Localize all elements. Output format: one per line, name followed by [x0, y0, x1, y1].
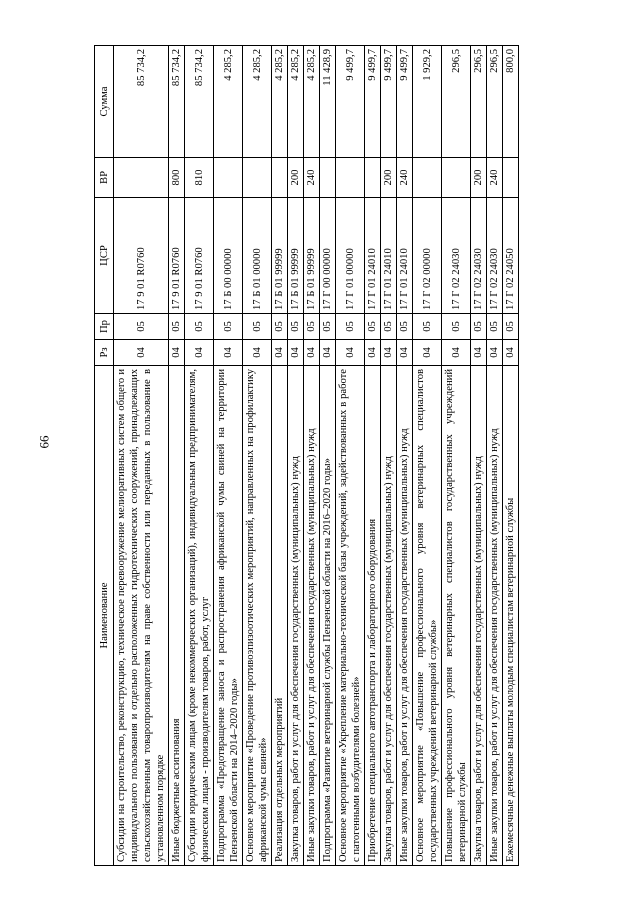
header-sum: Сумма	[95, 46, 114, 158]
cell-sum: 800,0	[503, 46, 519, 158]
cell-csr: 17 Б 00 00000	[214, 198, 243, 314]
cell-csr: 17 Г 01 24010	[397, 198, 413, 314]
cell-csr: 17 9 01 R0760	[169, 198, 185, 314]
cell-csr: 17 Г 01 00000	[336, 198, 365, 314]
cell-pr: 05	[272, 314, 288, 340]
cell-sum: 1 929,2	[413, 46, 442, 158]
cell-vr: 810	[185, 158, 214, 198]
table-row	[288, 46, 304, 866]
cell-pr: 05	[413, 314, 442, 340]
table-row	[365, 46, 381, 866]
cell-sum: 4 285,2	[214, 46, 243, 158]
table-row	[185, 46, 214, 866]
table-row	[214, 46, 243, 866]
cell-sum: 4 285,2	[304, 46, 320, 158]
cell-name: Подпрограмма «Предотвращение заноса и распространения африканской чумы свиней на территории Пензенской области на 2014–2020 годы»	[214, 366, 243, 866]
cell-rz: 04	[442, 340, 471, 366]
page-number: 66	[36, 435, 52, 449]
cell-rz: 04	[397, 340, 413, 366]
cell-name: Закупка товаров, работ и услуг для обеспечения государственных (муниципальных) нужд	[381, 366, 397, 866]
header-vr: ВР	[95, 158, 114, 198]
cell-name: Субсидии на строительство, реконструкцию, техническое перевооружение мелиоративных систем общего и индивидуального пользования и отдельно расположенных гидротехнических сооружений, принадлежащих сельскохозяйственным товаропроизводителям на праве собственности или переданных в пользование в установленном порядке	[114, 366, 169, 866]
cell-name: Субсидии юридическим лицам (кроме некоммерческих организаций), индивидуальным предпринимателям, физическим лицам - производителям товаров, работ, услуг	[185, 366, 214, 866]
cell-rz: 04	[381, 340, 397, 366]
cell-pr: 05	[214, 314, 243, 340]
cell-rz: 04	[304, 340, 320, 366]
cell-name: Подпрограмма «Развитие ветеринарной службы Пензенской области на 2016–2020 годы»	[320, 366, 336, 866]
cell-name: Основное мероприятие «Проведение противоэпизоотических мероприятий, направленных на профилактику африканской чумы свиней»	[243, 366, 272, 866]
cell-rz: 04	[471, 340, 487, 366]
cell-name: Основное мероприятие «Повышение профессионального уровня ветеринарных специалистов государственных учреждений ветеринарной службы»	[413, 366, 442, 866]
cell-name: Иные закупки товаров, работ и услуг для обеспечения государственных (муниципальных) нужд	[397, 366, 413, 866]
cell-sum: 9 499,7	[381, 46, 397, 158]
budget-table	[94, 45, 519, 866]
cell-pr: 05	[503, 314, 519, 340]
cell-sum: 296,5	[471, 46, 487, 158]
cell-name: Иные закупки товаров, работ и услуг для обеспечения государственных (муниципальных) нужд	[304, 366, 320, 866]
cell-rz: 04	[185, 340, 214, 366]
cell-vr	[503, 158, 519, 198]
cell-pr: 05	[365, 314, 381, 340]
cell-pr: 05	[114, 314, 169, 340]
cell-name: Ежемесячные денежные выплаты молодым специалистам ветеринарной службы	[503, 366, 519, 866]
cell-vr: 240	[397, 158, 413, 198]
cell-pr: 05	[471, 314, 487, 340]
cell-csr: 17 Г 02 24030	[471, 198, 487, 314]
cell-csr: 17 9 01 R0760	[114, 198, 169, 314]
cell-sum: 85 734,2	[185, 46, 214, 158]
cell-vr	[336, 158, 365, 198]
cell-sum: 4 285,2	[272, 46, 288, 158]
cell-vr: 200	[381, 158, 397, 198]
cell-pr: 05	[487, 314, 503, 340]
cell-rz: 04	[114, 340, 169, 366]
cell-rz: 04	[487, 340, 503, 366]
cell-sum: 85 734,2	[169, 46, 185, 158]
cell-vr	[214, 158, 243, 198]
cell-vr	[114, 158, 169, 198]
table-row	[442, 46, 471, 866]
table-row	[336, 46, 365, 866]
cell-rz: 04	[243, 340, 272, 366]
cell-rz: 04	[272, 340, 288, 366]
rotated-page-content	[94, 46, 582, 866]
cell-vr	[365, 158, 381, 198]
table-row	[471, 46, 487, 866]
cell-name: Повышение профессионального уровня ветеринарных специалистов государственных учреждений ветеринарной службы	[442, 366, 471, 866]
cell-name: Приобретение специального автотранспорта и лабораторного оборудования	[365, 366, 381, 866]
header-name: Наименование	[95, 366, 114, 866]
cell-csr: 17 Г 01 24010	[365, 198, 381, 314]
cell-rz: 04	[336, 340, 365, 366]
cell-pr: 05	[381, 314, 397, 340]
cell-rz: 04	[169, 340, 185, 366]
cell-csr: 17 Б 01 00000	[243, 198, 272, 314]
cell-rz: 04	[503, 340, 519, 366]
cell-csr: 17 Б 01 99999	[288, 198, 304, 314]
cell-csr: 17 Г 02 24050	[503, 198, 519, 314]
cell-csr: 17 Г 02 00000	[413, 198, 442, 314]
cell-csr: 17 Г 02 24030	[442, 198, 471, 314]
cell-rz: 04	[413, 340, 442, 366]
cell-vr	[442, 158, 471, 198]
cell-pr: 05	[288, 314, 304, 340]
cell-name: Иные закупки товаров, работ и услуг для обеспечения государственных (муниципальных) нужд	[487, 366, 503, 866]
cell-vr	[413, 158, 442, 198]
cell-sum: 85 734,2	[114, 46, 169, 158]
cell-csr: 17 9 01 R0760	[185, 198, 214, 314]
cell-vr: 200	[288, 158, 304, 198]
cell-sum: 296,5	[487, 46, 503, 158]
cell-sum: 9 499,7	[365, 46, 381, 158]
cell-pr: 05	[304, 314, 320, 340]
cell-rz: 04	[365, 340, 381, 366]
cell-name: Иные бюджетные ассигнования	[169, 366, 185, 866]
cell-name: Закупка товаров, работ и услуг для обеспечения государственных (муниципальных) нужд	[288, 366, 304, 866]
cell-sum: 296,5	[442, 46, 471, 158]
cell-rz: 04	[288, 340, 304, 366]
table-row	[304, 46, 320, 866]
cell-name: Закупка товаров, работ и услуг для обеспечения государственных (муниципальных) нужд	[471, 366, 487, 866]
cell-name: Основное мероприятие «Укрепление материально-технической базы учреждений, задействованных в работе с патогенными возбудителями болезней»	[336, 366, 365, 866]
cell-csr: 17 Г 02 24030	[487, 198, 503, 314]
table-row	[381, 46, 397, 866]
table-row	[169, 46, 185, 866]
cell-name: Реализация отдельных мероприятий	[272, 366, 288, 866]
table-row	[272, 46, 288, 866]
cell-csr: 17 Б 01 99999	[272, 198, 288, 314]
table-row	[114, 46, 169, 866]
cell-sum: 4 285,2	[243, 46, 272, 158]
cell-vr: 240	[304, 158, 320, 198]
table-row	[487, 46, 503, 866]
cell-pr: 05	[320, 314, 336, 340]
cell-vr	[243, 158, 272, 198]
cell-csr: 17 Б 01 99999	[304, 198, 320, 314]
cell-pr: 05	[243, 314, 272, 340]
cell-vr	[272, 158, 288, 198]
cell-pr: 05	[185, 314, 214, 340]
cell-rz: 04	[214, 340, 243, 366]
table-row	[397, 46, 413, 866]
cell-sum: 11 428,9	[320, 46, 336, 158]
cell-rz: 04	[320, 340, 336, 366]
cell-sum: 9 499,7	[397, 46, 413, 158]
table-row	[503, 46, 519, 866]
cell-csr: 17 Г 00 00000	[320, 198, 336, 314]
cell-pr: 05	[336, 314, 365, 340]
cell-pr: 05	[442, 314, 471, 340]
table-row	[413, 46, 442, 866]
header-csr: ЦСР	[95, 198, 114, 314]
cell-vr: 800	[169, 158, 185, 198]
header-rz: Рз	[95, 340, 114, 366]
table-header-row	[95, 46, 114, 866]
header-pr: Пр	[95, 314, 114, 340]
cell-vr: 240	[487, 158, 503, 198]
cell-sum: 9 499,7	[336, 46, 365, 158]
cell-pr: 05	[169, 314, 185, 340]
cell-csr: 17 Г 01 24010	[381, 198, 397, 314]
cell-sum: 4 285,2	[288, 46, 304, 158]
cell-vr: 200	[471, 158, 487, 198]
cell-vr	[320, 158, 336, 198]
table-row	[320, 46, 336, 866]
cell-pr: 05	[397, 314, 413, 340]
table-row	[243, 46, 272, 866]
